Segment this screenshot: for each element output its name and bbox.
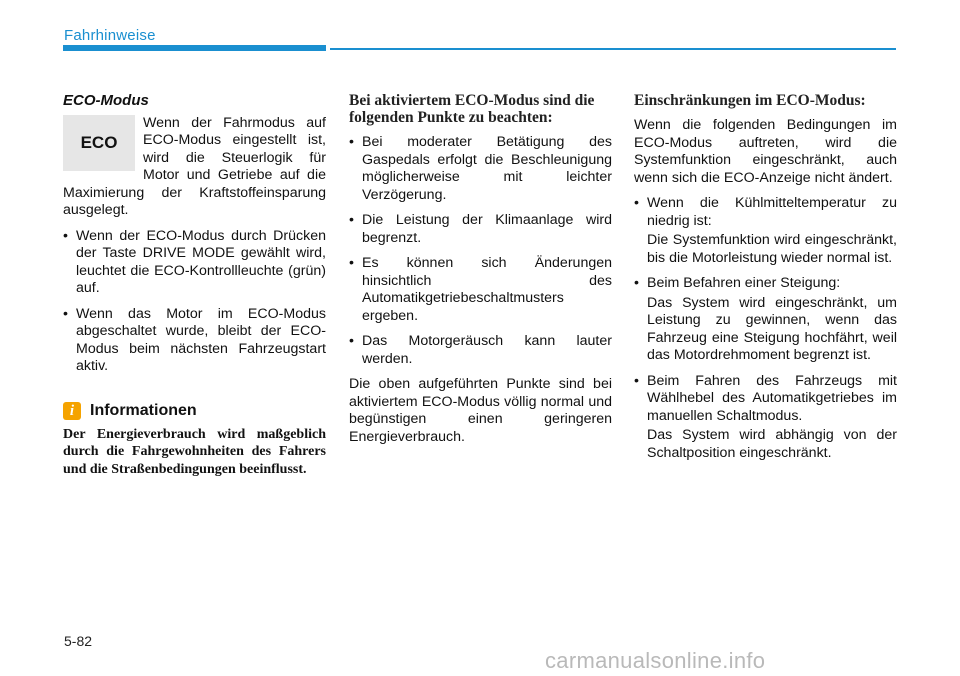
- header-rule-thin: [330, 48, 896, 50]
- eco-bullet-list: [63, 228, 326, 376]
- eco-intro-text: Wenn der Fahrmodus auf ECO-Modus eingestellt ist, wird die Steuerlogik für Motor und Getriebe auf die Maximierung der Kraftstoffeinsparung ausgelegt.: [63, 114, 326, 218]
- eco-mode-heading: ECO-Modus: [63, 92, 149, 109]
- page-number: 5-82: [64, 633, 93, 649]
- watermark: carmanualsonline.info: [545, 648, 766, 673]
- active-eco-bullet-list: [349, 134, 612, 368]
- list-item: • Wenn das Motor im ECO-Modus abgeschaltet wurde, bleibt der ECO-Modus beim nächsten Fahrzeugstart aktiv.: [63, 306, 326, 376]
- info-header: [63, 402, 326, 420]
- list-item: [634, 195, 897, 267]
- list-item: • Wenn der ECO-Modus durch Drücken der Taste DRIVE MODE gewählt wird, leuchtet die ECO-Kontrollleuchte (grün) auf.: [63, 228, 326, 298]
- list-item: [634, 275, 897, 365]
- list-item: [634, 373, 897, 463]
- eco-indicator-icon: ECO: [63, 115, 135, 171]
- item-title: • Beim Befahren einer Steigung:: [647, 275, 841, 291]
- list-item: • Das Motorgeräusch kann lauter werden.: [349, 333, 612, 368]
- item-title: • Wenn die Kühlmitteltemperatur zu niedrig ist:: [647, 195, 897, 229]
- list-item: • Bei moderater Betätigung des Gaspedals erfolgt die Beschleunigung möglicherweise mit leichter Verzögerung.: [349, 134, 612, 204]
- list-item: • Es können sich Änderungen hinsichtlich des Automatikgetriebeschaltmusters ergeben.: [349, 255, 612, 325]
- section-title: Fahrhinweise: [64, 27, 156, 44]
- middle-column: [349, 92, 612, 454]
- left-column: [63, 92, 326, 478]
- restrictions-list: [634, 195, 897, 462]
- info-icon: i: [63, 402, 81, 420]
- info-text: Der Energieverbrauch wird maßgeblich durch die Fahrgewohnheiten des Fahrers und die Straßenbedingungen beeinflusst.: [63, 426, 326, 477]
- info-title: Informationen: [90, 401, 197, 419]
- list-item: • Die Leistung der Klimaanlage wird begrenzt.: [349, 212, 612, 247]
- right-column: [634, 92, 897, 470]
- item-title: • Beim Fahren des Fahrzeugs mit Wählhebel des Automatikgetriebes im manuellen Schaltmodus.: [647, 372, 897, 424]
- header-rule-thick: [63, 45, 326, 51]
- restrictions-intro: Wenn die folgenden Bedingungen im ECO-Modus auftreten, wird die Systemfunktion eingeschränkt, auch wenn sich die ECO-Anzeige nicht ändert.: [634, 117, 897, 186]
- active-eco-heading: Bei aktiviertem ECO-Modus sind die folgenden Punkte zu beachten:: [349, 92, 595, 126]
- item-detail: Das System wird abhängig von der Schaltposition eingeschränkt.: [647, 427, 897, 461]
- closing-text: Die oben aufgeführten Punkte sind bei aktiviertem ECO-Modus völlig normal und begünstigen einen geringeren Energieverbrauch.: [349, 376, 612, 445]
- restrictions-heading: Einschränkungen im ECO-Modus:: [634, 92, 866, 109]
- item-detail: Die Systemfunktion wird eingeschränkt, bis die Motorleistung wieder normal ist.: [647, 232, 897, 266]
- item-detail: Das System wird eingeschränkt, um Leistung zu gewinnen, wenn das Fahrzeug eine Steigung hochfährt, weil das Motordrehmoment begrenzt ist.: [647, 294, 897, 363]
